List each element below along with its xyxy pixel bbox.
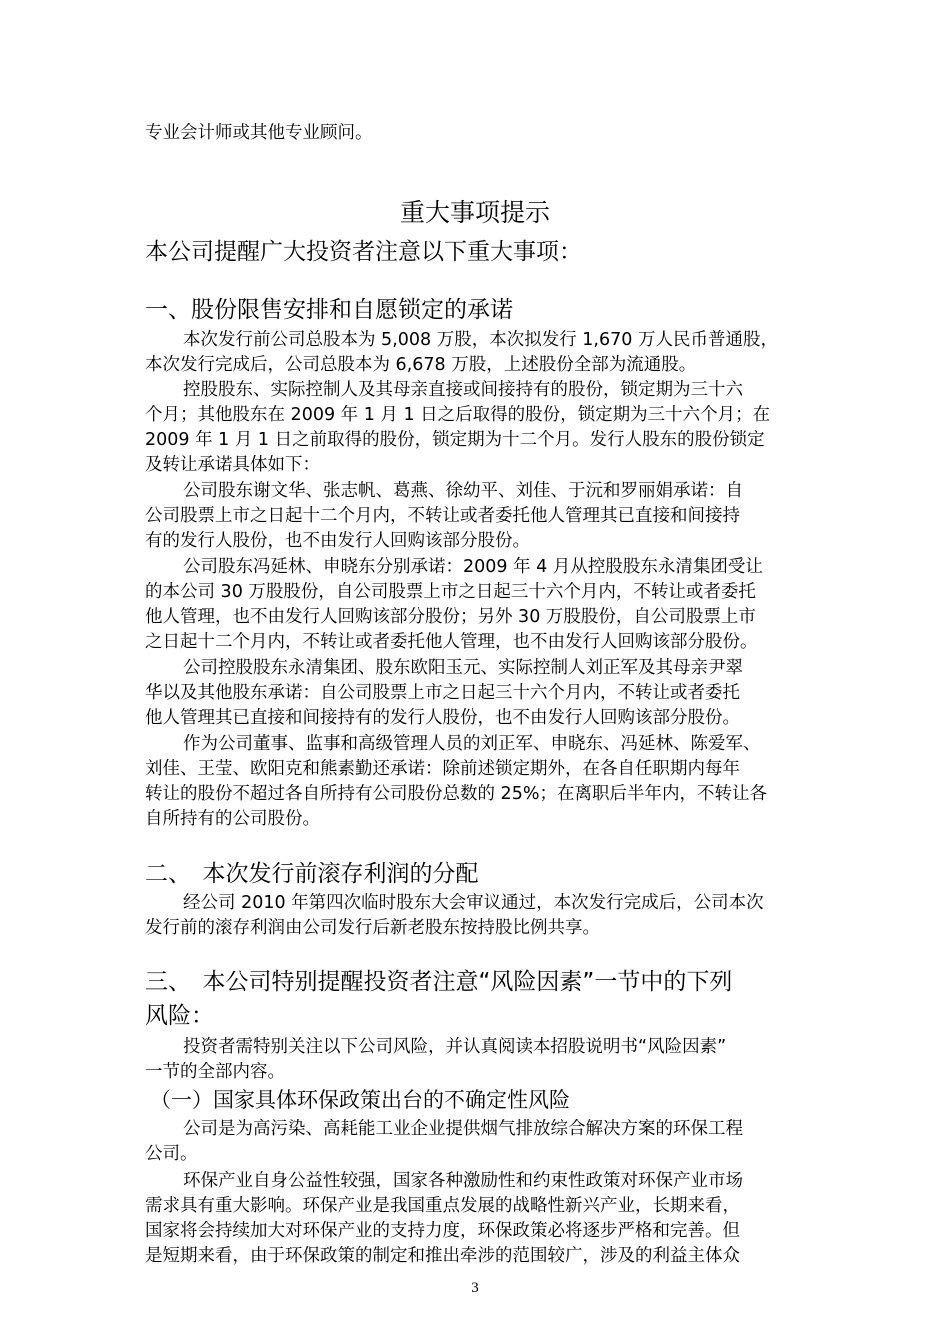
section1-line: 之日起十二个月内，不转让或者委托他人管理，也不由发行人回购该部分股份。 — [145, 632, 758, 652]
section1-line: 转让的股份不超过各自所持有公司股份总数的 25%；在离职后半年内，不转让各 — [145, 784, 767, 804]
section1-line: 公司股东冯延林、申晓东分别承诺：2009 年 4 月从控股股东永清集团受让 — [183, 557, 763, 577]
section1-line: 他人管理，也不由发行人回购该部分股份；另外 30 万股股份，自公司股票上市 — [145, 607, 756, 627]
section1-line: 刘佳、王莹、欧阳克和熊素勤还承诺：除前述锁定期外，在各自任职期内每年 — [145, 759, 740, 779]
section1-line: 他人管理其已直接和间接持有的发行人股份，也不由发行人回购该部分股份。 — [145, 708, 740, 728]
section1-line: 及转让承诺具体如下： — [145, 455, 320, 475]
page-number: 3 — [471, 1280, 479, 1296]
subsection-line: 国家将会持续加大对环保产业的支持力度，环保政策必将逐步严格和完善。但 — [145, 1221, 740, 1241]
section3-line: 一节的全部内容。 — [145, 1062, 285, 1082]
subsection-heading: （一）国家具体环保政策出台的不确定性风险 — [150, 1088, 570, 1112]
section1-line: 个月；其他股东在 2009 年 1 月 1 日之后取得的股份，锁定期为三十六个月；在 — [145, 405, 771, 425]
section1-line: 的本公司 30 万股股份，自公司股票上市之日起三十六个月内，不转让或者委托 — [145, 582, 756, 602]
section2-line: 发行前的滚存利润由公司发行后新老股东按持股比例共享。 — [145, 918, 600, 938]
section1-line: 本次发行完成后，公司总股本为 6,678 万股，上述股份全部为流通股。 — [145, 355, 697, 375]
section1-heading: 一、股份限售安排和自愿锁定的承诺 — [145, 297, 513, 323]
section2-line: 经公司 2010 年第四次临时股东大会审议通过，本次发行完成后，公司本次 — [183, 893, 764, 913]
subsection-line: 公司是为高污染、高耗能工业企业提供烟气排放综合解决方案的环保工程 — [183, 1119, 743, 1139]
section1-line: 公司股东谢文华、张志帆、葛燕、徐幼平、刘佳、于沅和罗丽娟承诺：自 — [183, 481, 743, 501]
section3-heading-cont: 风险： — [145, 1003, 214, 1029]
section1-line: 控股股东、实际控制人及其母亲直接或间接持有的股份，锁定期为三十六 — [183, 380, 743, 400]
section1-line: 作为公司董事、监事和高级管理人员的刘正军、申晓东、冯延林、陈爱军、 — [183, 734, 761, 754]
section1-line: 自所持有的公司股份。 — [145, 809, 320, 829]
section3-heading: 三、 本公司特别提醒投资者注意“风险因素”一节中的下列 — [145, 969, 733, 995]
page-title: 重大事项提示 — [399, 198, 550, 227]
subsection-line: 是短期来看，由于环保政策的制定和推出牵涉的范围较广，涉及的利益主体众 — [145, 1246, 740, 1266]
section1-line: 华以及其他股东承诺：自公司股票上市之日起三十六个月内，不转让或者委托 — [145, 683, 740, 703]
section1-line: 本次发行前公司总股本为 5,008 万股，本次拟发行 1,670 万人民币普通股， — [183, 330, 778, 350]
section1-line: 公司控股股东永清集团、股东欧阳玉元、实际控制人刘正军及其母亲尹翠 — [183, 658, 743, 678]
section1-line: 2009 年 1 月 1 日之前取得的股份，锁定期为十二个月。发行人股东的股份锁定 — [145, 430, 765, 450]
subsection-line: 公司。 — [145, 1144, 198, 1164]
section2-heading: 二、 本次发行前滚存利润的分配 — [145, 861, 479, 887]
section3-line: 投资者需特别关注以下公司风险，并认真阅读本招股说明书“风险因素” — [183, 1037, 727, 1057]
subsection-line: 环保产业自身公益性较强，国家各种激励性和约束性政策对环保产业市场 — [183, 1171, 743, 1191]
section1-line: 有的发行人股份，也不由发行人回购该部分股份。 — [145, 531, 530, 551]
subtitle: 本公司提醒广大投资者注意以下重大事项： — [145, 239, 582, 265]
subsection-line: 需求具有重大影响。环保产业是我国重点发展的战略性新兴产业，长期来看， — [145, 1196, 740, 1216]
section1-line: 公司股票上市之日起十二个月内，不转让或者委托他人管理其已直接和间接持 — [145, 506, 740, 526]
intro-tail-text: 专业会计师或其他专业顾问。 — [145, 123, 373, 143]
